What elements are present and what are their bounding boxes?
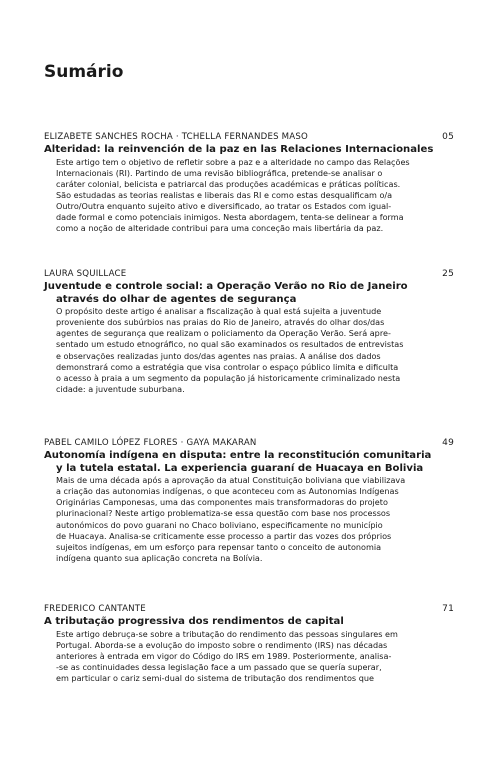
page-title: Sumário — [44, 62, 124, 82]
abstract-line: Internacionais (RI). Partindo de uma revisão bibliográfica, pretende-se analisar o — [56, 167, 383, 178]
entry-page-number: 71 — [442, 604, 454, 614]
abstract-line: anteriores à entrada em vigor do Código do IRS em 1989. Posteriormente, analisa- — [56, 650, 392, 661]
abstract-line: indígena quanto sua aplicação concreta na Bolívia. — [56, 552, 263, 563]
abstract-line: agentes de segurança que realizam o policiamento da Operação Verão. Será apre- — [56, 328, 391, 339]
abstract-line: Este artigo debruça-se sobre a tributação do rendimento das pessoas singulares em — [56, 628, 398, 639]
abstract-line: Outro/Outra enquanto sujeito ativo e diversificado, ao tratar os Estados com igual- — [56, 200, 392, 211]
toc-entry[interactable] — [44, 131, 454, 234]
abstract-line: o acesso à praia a um segmento da população já historicamente criminalizado nesta — [56, 372, 401, 383]
entry-page-number: 49 — [442, 438, 454, 448]
abstract-line: de Huacaya. Analisa-se criticamente esse processo a partir das vozes dos próprios — [56, 530, 392, 541]
entry-authors: FREDERICO CANTANTE — [44, 604, 146, 614]
abstract-line: como a noção de alteridade contribui para uma conceção mais libertária da paz. — [56, 223, 384, 234]
entry-authors: ELIZABETE SANCHES ROCHA · TCHELLA FERNANDES MASO — [44, 132, 308, 142]
abstract-line: e observações realizadas junto dos/das agentes nas praias. A análise dos dados — [56, 350, 381, 361]
abstract-line: O propósito deste artigo é analisar a fiscalização à qual está sujeita a juventude — [56, 306, 382, 317]
abstract-line: São estudadas as teorias realistas e liberais das RI e como estas desqualificam o/a — [56, 189, 393, 200]
entry-authors: PABEL CAMILO LÓPEZ FLORES · GAYA MAKARAN — [44, 438, 257, 448]
entry-title-line: Juventude e controle social: a Operação Verão no Rio de Janeiro — [44, 281, 408, 292]
abstract-line: Originárias Camponesas, uma das componentes mais transformadoras do projeto — [56, 497, 388, 508]
entry-abstract — [44, 157, 454, 235]
toc-entry[interactable] — [44, 437, 454, 564]
entry-title[interactable] — [44, 616, 454, 629]
toc-entry[interactable] — [44, 603, 454, 684]
toc-entry[interactable] — [44, 268, 454, 395]
entry-title-line: Autonomía indígena en disputa: entre la reconstitución comunitaria — [44, 450, 432, 461]
abstract-line: cidade: a juventude suburbana. — [56, 383, 185, 394]
abstract-line: Este artigo tem o objetivo de refletir sobre a paz e a alteridade no campo das Relações — [56, 156, 410, 167]
abstract-line: dade formal e como potenciais inimigos. Nesta abordagem, tenta-se delinear a forma — [56, 212, 404, 223]
entry-abstract — [44, 629, 454, 684]
abstract-line: em particular o cariz semi-dual do sistema de tributação dos rendimentos que — [56, 672, 374, 683]
abstract-line: caráter colonial, belicista e patriarcal das produções académicas e práticas políticas. — [56, 178, 401, 189]
abstract-line: sentado um estudo etnográfico, no qual são examinados os resultados de entrevistas — [56, 339, 404, 350]
abstract-line: proveniente dos subúrbios nas praias do Rio de Janeiro, através do olhar dos/das — [56, 317, 385, 328]
entry-abstract — [44, 306, 454, 395]
abstract-line: -se as continuidades dessa legislação face a um passado que se quería superar, — [56, 661, 382, 672]
abstract-line: Mais de uma década após a aprovação da atual Constituição boliviana que viabilizava — [56, 475, 406, 486]
abstract-line: plurinacional? Neste artigo problematiza-se essa questão com base nos processos — [56, 508, 391, 519]
entry-title-line: A tributação progressiva dos rendimentos de capital — [44, 616, 344, 627]
abstract-line: autonómicos do povo guarani no Chaco boliviano, especificamente no município — [56, 519, 383, 530]
entry-page-number: 05 — [442, 132, 454, 142]
entry-authors: LAURA SQUILLACE — [44, 269, 127, 279]
abstract-line: sujeitos indígenas, em um esforço para repensar tanto o conceito de autonomia — [56, 541, 382, 552]
abstract-line: demonstrará como a estratégia que visa controlar o espaço público limita e dificulta — [56, 361, 399, 372]
entry-title-line: y la tutela estatal. La experiencia guaraní de Huacaya en Bolivia — [56, 462, 424, 474]
entry-title[interactable] — [44, 281, 454, 306]
abstract-line: Portugal. Aborda-se a evolução do imposto sobre o rendimento (IRS) nas décadas — [56, 639, 388, 650]
entry-page-number: 25 — [442, 269, 454, 279]
entry-title-line: Alteridad: la reinvención de la paz en las Relaciones Internacionales — [44, 144, 434, 155]
abstract-line: a criação das autonomias indígenas, o que aconteceu com as Autonomias Indígenas — [56, 486, 399, 497]
entry-title-line: através do olhar de agentes de segurança — [56, 293, 297, 305]
entry-title[interactable] — [44, 450, 454, 475]
entry-abstract — [44, 475, 454, 564]
entry-title[interactable] — [44, 144, 454, 157]
